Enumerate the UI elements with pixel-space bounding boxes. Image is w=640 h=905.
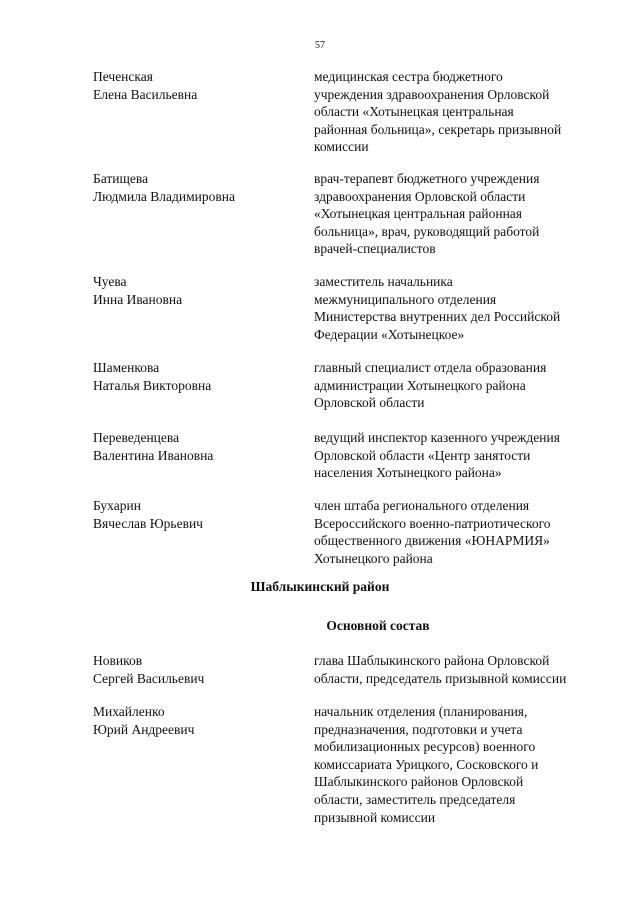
- member-role-line: начальник отделения (планирования,: [314, 704, 528, 719]
- member-name: [93, 273, 293, 308]
- member-role-line: Всероссийского военно-патриотического: [314, 515, 551, 531]
- member-name: [93, 497, 293, 532]
- member-role-line: Хотынецкого района: [314, 550, 433, 566]
- member-role-line: администрации Хотынецкого района: [314, 377, 526, 393]
- member-role-line: населения Хотынецкого района»: [314, 465, 502, 481]
- member-role-line: Шаблыкинского районов Орловской: [314, 774, 524, 790]
- member-role: [314, 652, 614, 687]
- member-surname: Переведенцева: [93, 430, 180, 445]
- member-role-line: Орловской области «Центр занятости: [314, 447, 531, 463]
- member-given-names: Юрий Андреевич: [93, 721, 195, 737]
- member-role: [314, 273, 614, 343]
- member-surname: Чуева: [93, 274, 127, 289]
- member-role-line: «Хотынецкая центральная районная: [314, 206, 522, 222]
- member-role: [314, 497, 614, 567]
- member-name: [93, 703, 293, 738]
- member-given-names: Инна Ивановна: [93, 291, 183, 307]
- member-role: [314, 68, 614, 156]
- member-role-line: член штаба регионального отделения: [314, 498, 530, 513]
- member-role-line: мобилизационных ресурсов) военного: [314, 739, 536, 755]
- member-role-line: призывной комиссии: [314, 809, 436, 825]
- member-role-line: области «Хотынецкая центральная: [314, 104, 514, 120]
- member-name: [93, 68, 293, 103]
- member-given-names: Сергей Васильевич: [93, 670, 205, 686]
- member-role-line: предназначения, подготовки и учета: [314, 721, 523, 737]
- member-role-line: глава Шаблыкинского района Орловской: [314, 653, 550, 668]
- member-role-line: главный специалист отдела образования: [314, 360, 547, 375]
- member-surname: Михайленко: [93, 704, 165, 719]
- member-given-names: Наталья Викторовна: [93, 377, 212, 393]
- member-surname: Печенская: [93, 69, 153, 84]
- member-role-line: ведущий инспектор казенного учреждения: [314, 430, 560, 445]
- member-role-line: межмуниципального отделения: [314, 291, 497, 307]
- district-heading: Шаблыкинский район: [250, 579, 390, 594]
- member-role: [314, 703, 614, 826]
- page-number: 57: [315, 40, 325, 51]
- member-role-line: комиссариата Урицкого, Сосковского и: [314, 756, 539, 772]
- member-name: [93, 429, 293, 464]
- member-role-line: районная больница», секретарь призывной: [314, 121, 562, 137]
- member-surname: Бухарин: [93, 498, 141, 513]
- member-role-line: области, заместитель председателя: [314, 791, 516, 807]
- member-given-names: Вячеслав Юрьевич: [93, 515, 203, 531]
- member-role-line: учреждения здравоохранения Орловской: [314, 86, 550, 102]
- member-role-line: Федерации «Хотынецкое»: [314, 326, 465, 342]
- member-role-line: врач-терапевт бюджетного учреждения: [314, 171, 540, 186]
- member-role-line: Министерства внутренних дел Российской: [314, 309, 561, 325]
- member-role: [314, 359, 614, 412]
- member-name: [93, 170, 293, 205]
- member-surname: Новиков: [93, 653, 143, 668]
- member-given-names: Людмила Владимировна: [93, 188, 235, 204]
- subsection-heading: Основной состав: [326, 618, 430, 633]
- member-name: [93, 359, 293, 394]
- member-given-names: Валентина Ивановна: [93, 447, 214, 463]
- member-role-line: общественного движения «ЮНАРМИЯ»: [314, 533, 550, 549]
- member-role: [314, 170, 614, 258]
- member-role-line: Орловской области: [314, 395, 425, 411]
- member-role-line: комиссии: [314, 139, 369, 155]
- member-role-line: больница», врач, руководящий работой: [314, 223, 540, 239]
- member-surname: Батищева: [93, 171, 149, 186]
- member-name: [93, 652, 293, 687]
- member-role-line: медицинская сестра бюджетного: [314, 69, 503, 84]
- member-role-line: врачей-специалистов: [314, 241, 436, 257]
- member-role: [314, 429, 614, 482]
- member-given-names: Елена Васильевна: [93, 86, 198, 102]
- member-role-line: заместитель начальника: [314, 274, 453, 289]
- member-role-line: здравоохранения Орловской области: [314, 188, 526, 204]
- member-role-line: области, председатель призывной комиссии: [314, 670, 567, 686]
- member-surname: Шаменкова: [93, 360, 160, 375]
